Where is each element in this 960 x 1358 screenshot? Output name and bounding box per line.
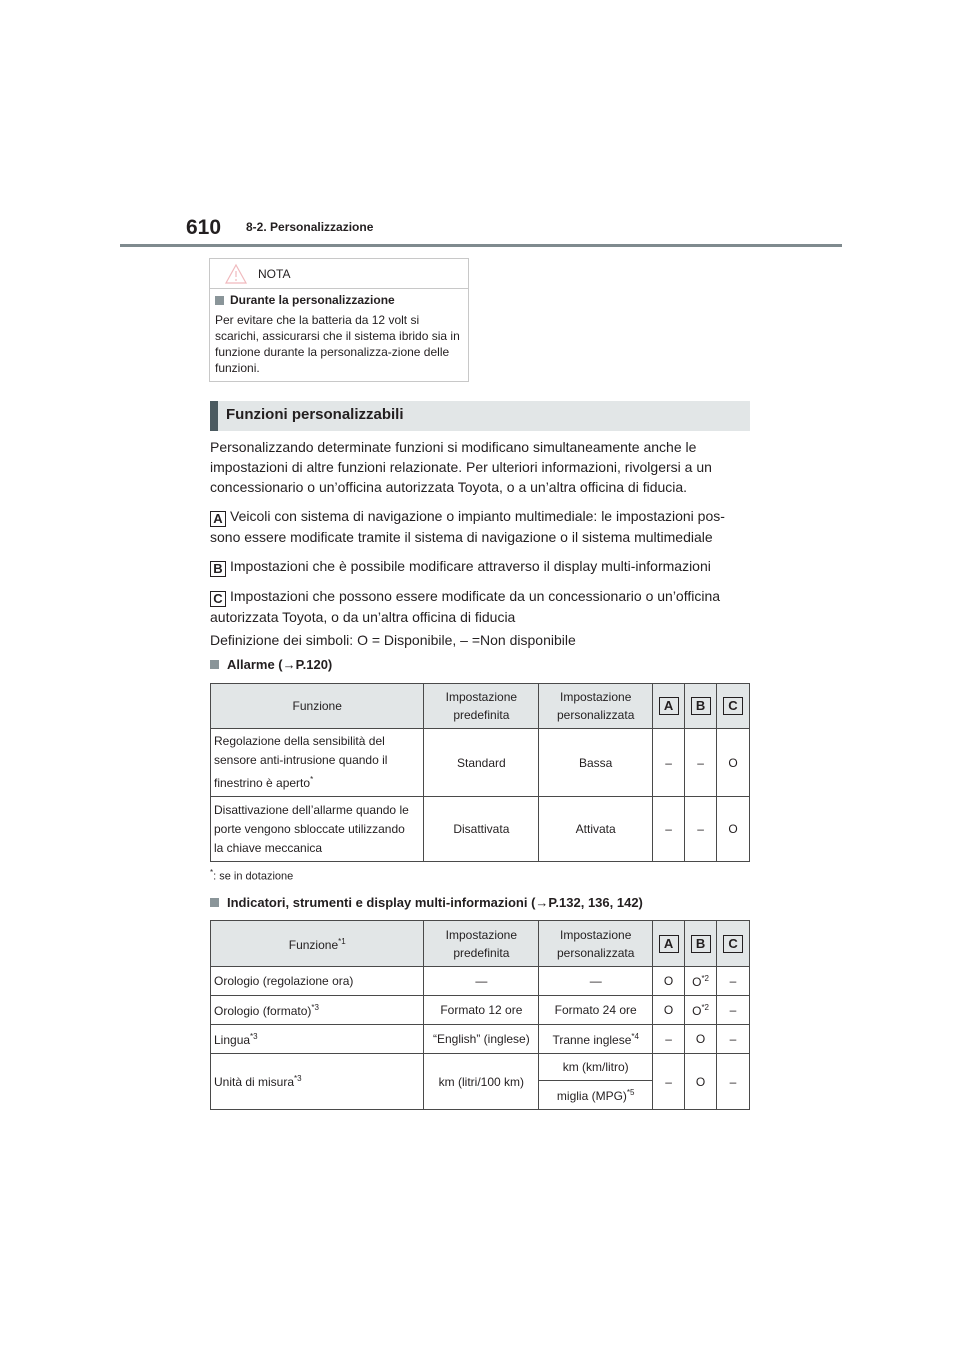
gauges-heading-text: Indicatori, strumenti e display multi-informazioni (→P.132, 136, 142) <box>227 895 643 910</box>
cell-custom: Tranne inglese$^{*4}$ <box>539 1025 653 1054</box>
table-header-row <box>211 921 750 967</box>
legend-c <box>210 586 755 627</box>
cell-a: O <box>653 967 685 996</box>
cell-custom: Attivata <box>539 797 653 862</box>
section-banner <box>210 401 750 431</box>
header-custom: Impostazione personalizzata <box>539 921 653 967</box>
warning-icon <box>224 263 248 285</box>
cell-custom: km (km/litro) <box>539 1054 653 1081</box>
cell-funzione: Orologio (regolazione ora) <box>211 967 424 996</box>
alarm-heading <box>210 657 332 672</box>
legend-c-text: Impostazioni che possono essere modificate da un concessionario o un’officina autorizzata Toyota, o da un’altra officina di fiducia <box>210 588 721 625</box>
cell-funzione: Regolazione della sensibilità del sensore anti-intrusione quando il finestrino è aperto* <box>211 729 424 797</box>
header-col-a: A <box>653 684 685 729</box>
cell-c: O <box>717 797 750 862</box>
table-row <box>211 967 750 996</box>
table-header-row <box>211 684 750 729</box>
cell-custom: Formato 24 ore <box>539 996 653 1025</box>
header-default: Impostazione predefinita <box>424 684 539 729</box>
nota-body: Per evitare che la batteria da 12 volt si scarichi, assicurarsi che il sistema ibrido sia in funzione durante la personalizza-zione delle funzioni. <box>215 313 460 375</box>
cell-a: O <box>653 996 685 1025</box>
nota-title: NOTA <box>258 267 291 281</box>
cell-funzione: Orologio (formato)$^{*3}$ <box>211 996 424 1025</box>
table-row <box>211 1054 750 1081</box>
cell-c: O <box>717 729 750 797</box>
cell-default: km (litri/100 km) <box>424 1054 539 1110</box>
cell-b: O <box>685 1025 717 1054</box>
page-number: 610 <box>186 216 222 239</box>
cell-b: – <box>685 729 717 797</box>
legend-a-text: Veicoli con sistema di navigazione o impianto multimediale: le impostazioni pos-sono essere modificate tramite il sistema di navigazione o il sistema multimediale <box>210 508 725 545</box>
gauges-heading <box>210 895 643 910</box>
header-col-c: C <box>717 921 750 967</box>
header-funzione: Funzione$^{*1}$ <box>211 921 424 967</box>
square-bullet-icon <box>215 296 224 305</box>
cell-custom: — <box>539 967 653 996</box>
cell-default: Standard <box>424 729 539 797</box>
alarm-heading-text: Allarme (→P.120) <box>227 657 333 672</box>
cell-b: – <box>685 797 717 862</box>
nota-subheading-text: Durante la personalizzazione <box>230 293 395 307</box>
cell-custom: miglia (MPG)$^{*5}$ <box>539 1081 653 1110</box>
cell-c: – <box>717 1054 750 1110</box>
letter-b-box: B <box>210 561 226 577</box>
nota-header <box>210 259 468 289</box>
square-bullet-icon <box>210 660 219 669</box>
cell-funzione: Lingua$^{*3}$ <box>211 1025 424 1054</box>
cell-b: $O^{*2}$ <box>685 967 717 996</box>
cell-c: – <box>717 1025 750 1054</box>
table-row <box>211 729 750 797</box>
cell-a: – <box>653 729 685 797</box>
gauges-table <box>210 920 750 1110</box>
header-default: Impostazione predefinita <box>424 921 539 967</box>
cell-default: — <box>424 967 539 996</box>
cell-default: Disattivata <box>424 797 539 862</box>
nota-subheading <box>215 293 395 307</box>
table-row <box>211 1025 750 1054</box>
cell-default: Formato 12 ore <box>424 996 539 1025</box>
cell-default: “English” (inglese) <box>424 1025 539 1054</box>
banner-bar <box>210 401 218 431</box>
cell-custom: Bassa <box>539 729 653 797</box>
cell-c: – <box>717 996 750 1025</box>
section-reference: 8-2. Personalizzazione <box>246 220 374 234</box>
table-row <box>211 797 750 862</box>
alarm-footnote: *: se in dotazione <box>210 868 294 883</box>
section-title: Funzioni personalizzabili <box>226 406 404 423</box>
cell-c: – <box>717 967 750 996</box>
header-col-b: B <box>685 921 717 967</box>
intro-paragraph: Personalizzando determinate funzioni si modificano simultaneamente anche le impostazioni di altre funzioni relazionate. Per ulteriori informazioni, rivolgersi a un concessionario o un’officina autorizzata Toyota, o a un’altra officina di fiducia. <box>210 439 712 495</box>
table-row <box>211 996 750 1025</box>
header-col-b: B <box>685 684 717 729</box>
header-funzione: Funzione <box>211 684 424 729</box>
symbols-definition: Definizione dei simboli: O = Disponibile, – =Non disponibile <box>210 632 576 648</box>
header-col-a: A <box>653 921 685 967</box>
nota-box <box>209 258 469 382</box>
header-col-c: C <box>717 684 750 729</box>
letter-c-box: C <box>210 591 226 607</box>
cell-a: – <box>653 1025 685 1054</box>
cell-funzione: Unità di misura$^{*3}$ <box>211 1054 424 1110</box>
legend-b-text: Impostazioni che è possibile modificare attraverso il display multi-informazioni <box>230 558 711 574</box>
header-custom: Impostazione personalizzata <box>539 684 653 729</box>
legend-b <box>210 556 755 577</box>
header-rule <box>120 244 842 247</box>
alarm-table <box>210 683 750 862</box>
cell-b: O <box>685 1054 717 1110</box>
cell-b: $O^{*2}$ <box>685 996 717 1025</box>
letter-a-box: A <box>210 511 226 527</box>
square-bullet-icon <box>210 898 219 907</box>
cell-a: – <box>653 1054 685 1110</box>
legend-a <box>210 506 755 547</box>
cell-a: – <box>653 797 685 862</box>
cell-funzione: Disattivazione dell’allarme quando le porte vengono sbloccate utilizzando la chiave meccanica <box>211 797 424 862</box>
